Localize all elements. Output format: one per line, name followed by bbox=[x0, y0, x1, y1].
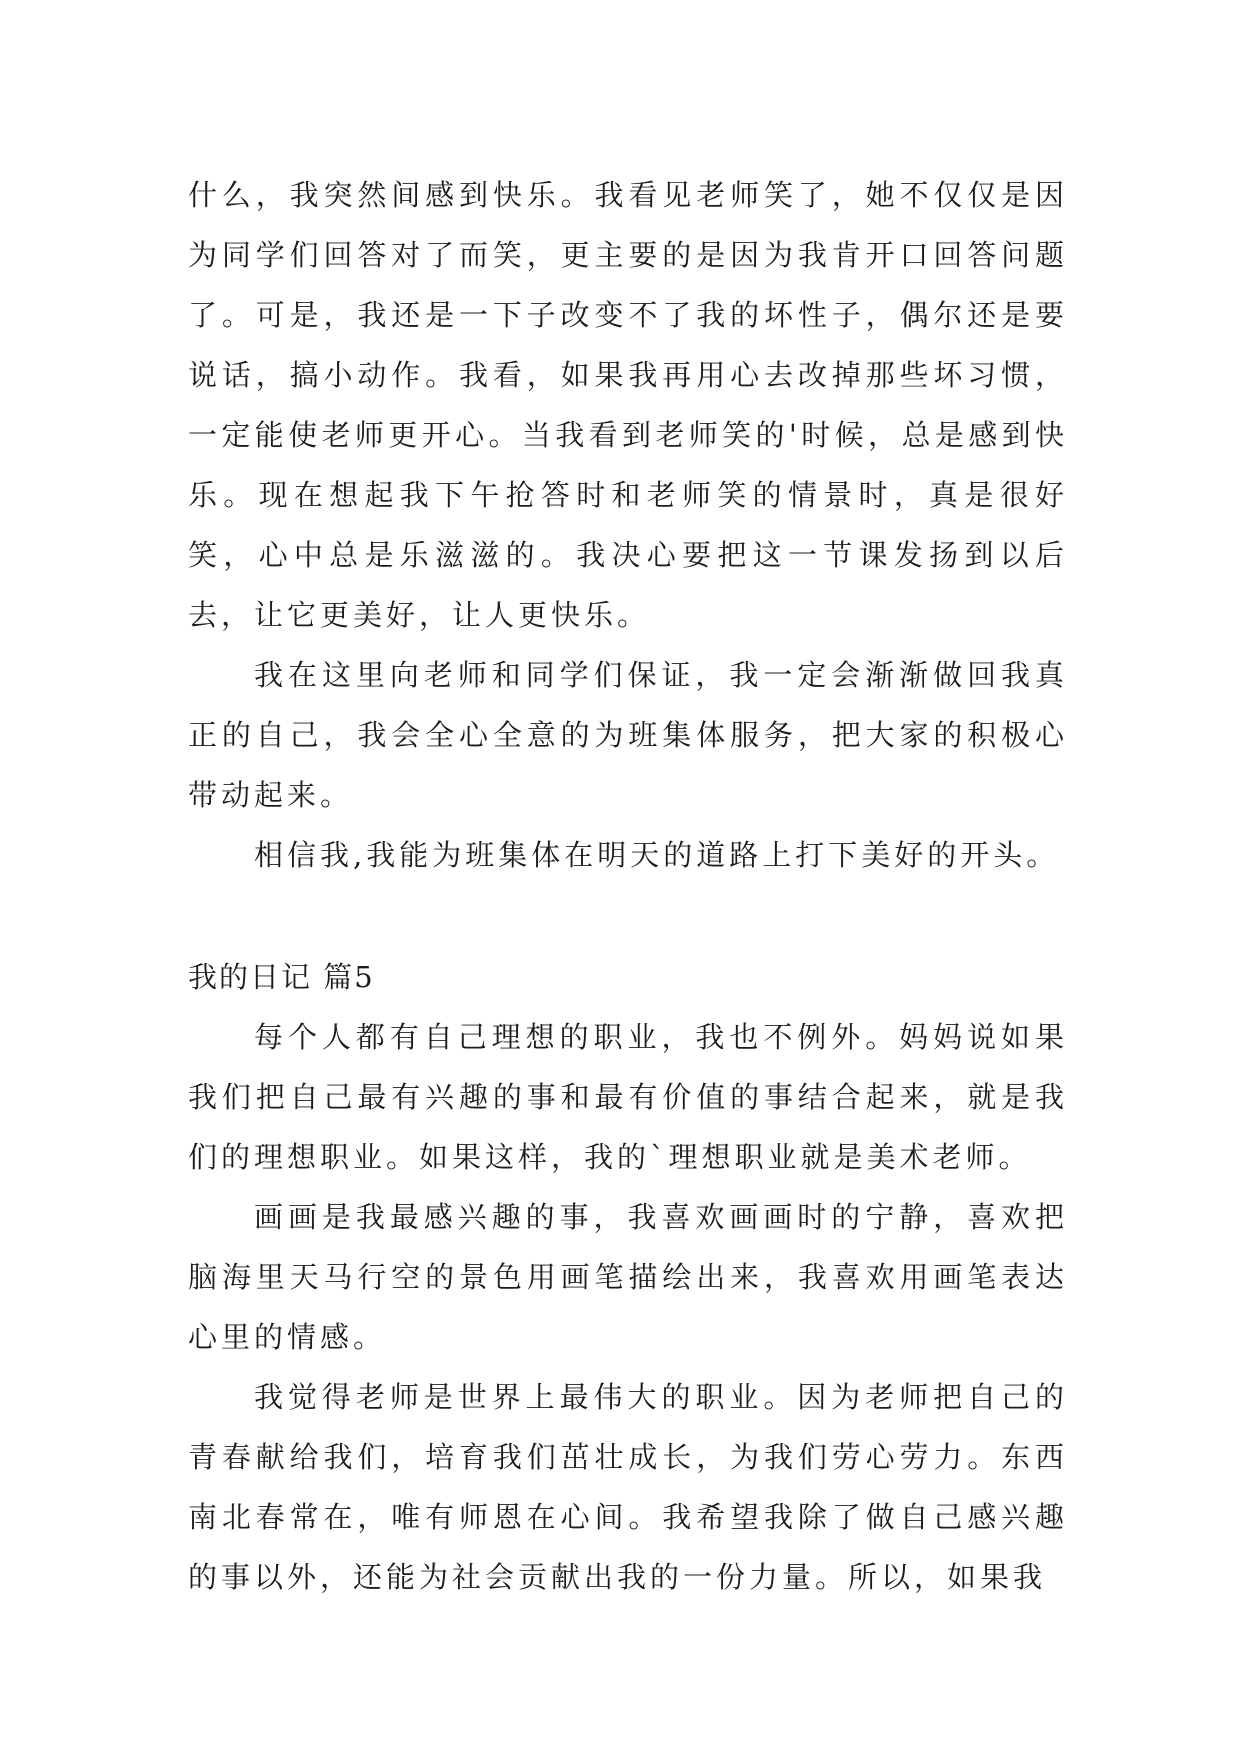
paragraph-promise: 我在这里向老师和同学们保证，我一定会渐渐做回我真正的自己，我会全心全意的为班集体服务，把大家的积极心带动起来。 bbox=[188, 658, 1068, 812]
paragraph-believe: 相信我,我能为班集体在明天的道路上打下美好的开头。 bbox=[254, 838, 1060, 872]
paragraph-ideal-job: 每个人都有自己理想的职业，我也不例外。妈妈说如果我们把自己最有兴趣的事和最有价值的事结合起来，就是我们的理想职业。如果这样，我的`理想职业就是美术老师。 bbox=[188, 1020, 1068, 1174]
document-body bbox=[188, 165, 1068, 1607]
section-heading: 我的日记 篇5 bbox=[188, 960, 375, 994]
paragraph-continued: 什么，我突然间感到快乐。我看见老师笑了，她不仅仅是因为同学们回答对了而笑，更主要的是因为我肯开口回答问题了。可是，我还是一下子改变不了我的坏性子，偶尔还是要说话，搞小动作。我看，如果我再用心去改掉那些坏习惯，一定能使老师更开心。当我看到老师笑的'时候，总是感到快乐。现在想起我下午抢答时和老师笑的情景时，真是很好笑，心中总是乐滋滋的。我决心要把这一节课发扬到以后去，让它更美好，让人更快乐。 bbox=[188, 178, 1068, 632]
paragraph-teacher: 我觉得老师是世界上最伟大的职业。因为老师把自己的青春献给我们，培育我们茁壮成长，为我们劳心劳力。东西南北春常在，唯有师恩在心间。我希望我除了做自己感兴趣的事以外，还能为社会贡献出我的一份力量。所以，如果我 bbox=[188, 1380, 1068, 1594]
paragraph-painting: 画画是我最感兴趣的事，我喜欢画画时的宁静，喜欢把脑海里天马行空的景色用画笔描绘出来，我喜欢用画笔表达心里的情感。 bbox=[188, 1200, 1068, 1354]
